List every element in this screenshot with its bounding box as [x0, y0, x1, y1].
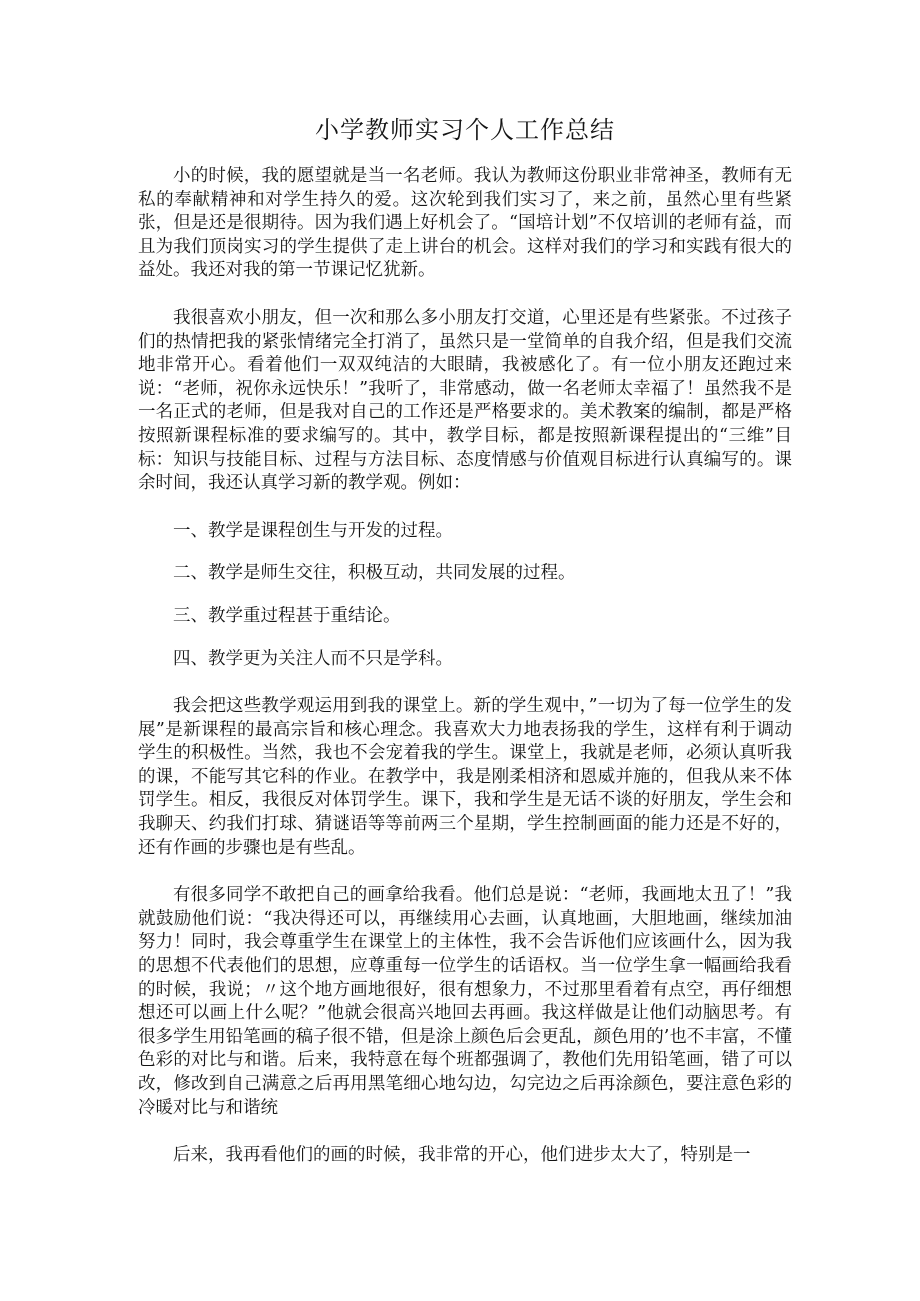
document-title: 小学教师实习个人工作总结 [315, 116, 615, 144]
paragraph-progress: 后来，我再看他们的画的时候，我非常的开心，他们进步太大了，特别是一 [173, 1145, 751, 1166]
paragraph-intro: 小的时候，我的愿望就是当一名老师。我认为教师这份职业非常神圣，教师有无私的奉献精神和对学生持久的爱。这次轮到我们实习了，来之前，虽然心里有些紧张，但是还是很期待。因为我们遇上好机会了。“国培计划”不仅培训的老师有益，而且为我们顶岗实习的学生提供了走上讲台的机会。这样对我们的学习和实践有很大的益处。我还对我的第一节课记忆犹新。 [138, 166, 792, 281]
list-item-teaching-view-3: 三、教学重过程甚于重结论。 [173, 605, 401, 626]
paragraph-classroom-practice: 我会把这些教学观运用到我的课堂上。新的学生观中，”一切为了每一位学生的发展”是新课程的最高宗旨和核心理念。我喜欢大力地表扬我的学生，这样有利于调动学生的积极性。当然，我也不会宠着我的学生。课堂上，我就是老师，必须认真听我的课，不能写其它科的作业。在教学中，我是刚柔相济和恩威并施的，但我从来不体罚学生。相反，我很反对体罚学生。课下，我和学生是无话不谈的好朋友，学生会和我聊天、约我们打球、猜谜语等等前两三个星期，学生控制画面的能力还是不好的，还有作画的步骤也是有些乱。 [138, 696, 792, 858]
paragraph-encouragement: 有很多同学不敢把自己的画拿给我看。他们总是说：“老师，我画地太丑了！”我就鼓励他们说：“我决得还可以，再继续用心去画，认真地画，大胆地画，继续加油努力！同时，我会尊重学生在课堂上的主体性，我不会告诉他们应该画什么，因为我的思想不代表他们的思想，应尊重每一位学生的话语权。当一位学生拿一幅画给我看的时候，我说；〃这个地方画地很好，很有想象力，不过那里看着有点空，再仔细想想还可以画上什么呢？”他就会很高兴地回去再画。我这样做是让他们动脑思考。有很多学生用铅笔画的稿子很不错，但是涂上颜色后会更乱，颜色用的’也不丰富，不懂色彩的对比与和谐。后来，我特意在每个班都强调了，教他们先用铅笔画，错了可以改，修改到自己满意之后再用黑笔细心地勾边，勾完边之后再涂颜色，要注意色彩的冷暖对比与和谐统 [138, 885, 792, 1118]
list-item-teaching-view-1: 一、教学是课程创生与开发的过程。 [173, 520, 453, 541]
list-item-teaching-view-2: 二、教学是师生交往，积极互动，共同发展的过程。 [173, 563, 576, 584]
document-page [138, 0, 792, 1301]
paragraph-first-lesson: 我很喜欢小朋友，但一次和那么多小朋友打交道，心里还是有些紧张。不过孩子们的热情把我的紧张情绪完全打消了，虽然只是一堂简单的自我介绍，但是我们交流地非常开心。看着他们一双双纯洁的大眼睛，我被感化了。有一位小朋友还跑过来说：“老师，祝你永远快乐！”我听了，非常感动，做一名老师太幸福了！虽然我不是一名正式的老师，但是我对自己的工作还是严格要求的。美术教案的编制，都是严格按照新课程标准的要求编写的。其中，教学目标，都是按照新课程提出的“三维”目标：知识与技能目标、过程与方法目标、态度情感与价值观目标进行认真编写的。课余时间，我还认真学习新的教学观。例如： [138, 307, 792, 494]
list-item-teaching-view-4: 四、教学更为关注人而不只是学科。 [173, 648, 453, 669]
document-body [138, 165, 792, 1192]
